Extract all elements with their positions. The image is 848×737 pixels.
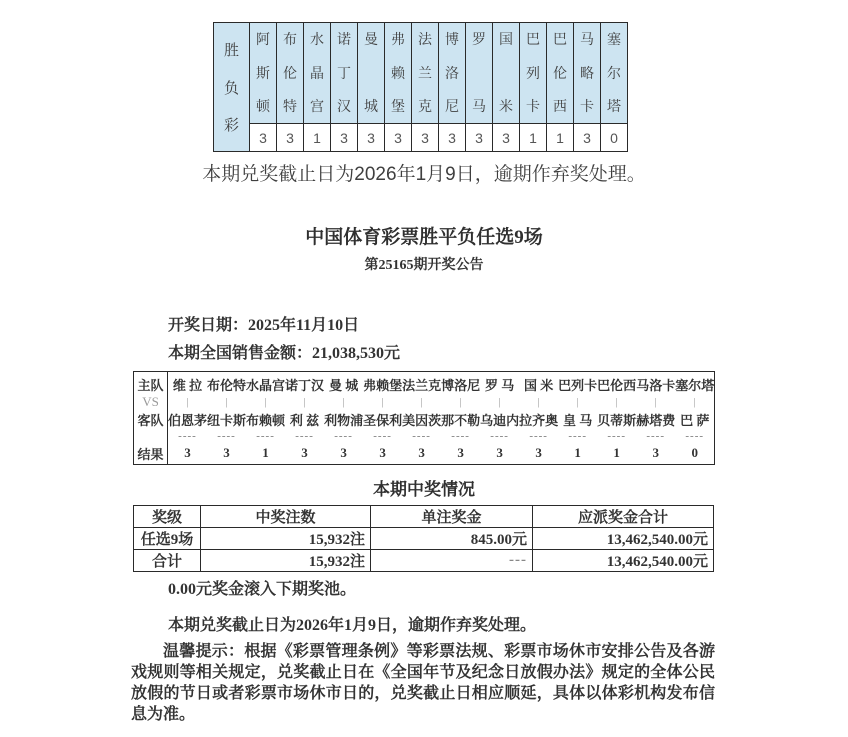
team-header-row	[214, 23, 628, 124]
home-team-cell: 曼 城	[328, 377, 359, 393]
prize-table	[133, 505, 714, 572]
match-result-cell: 3	[496, 445, 503, 461]
team-column-header	[601, 23, 628, 124]
match-result-cell: 3	[418, 445, 425, 461]
dash-separator: ----	[490, 430, 509, 442]
match-result-cell: 1	[574, 445, 581, 461]
vs-separator: |	[693, 395, 696, 408]
result-value-cell: 0	[601, 124, 628, 152]
dash-separator: ----	[685, 430, 705, 442]
match-result-cell: 3	[184, 445, 191, 461]
result-row-label: 结果	[134, 443, 168, 465]
team-name-vertical: 水 晶 宫	[310, 31, 324, 114]
vs-separator: |	[342, 395, 345, 408]
dash-separator: ----	[451, 430, 470, 442]
team-column-header	[250, 23, 277, 124]
result-value-cell: 1	[304, 124, 331, 152]
away-team-cell: 利物浦	[324, 413, 364, 428]
dash-separator: ----	[568, 430, 587, 442]
team-column-header	[412, 23, 439, 124]
vs-separator: |	[537, 395, 540, 408]
home-team-cell: 水晶宫	[246, 377, 286, 393]
match-result-cell: 1	[613, 445, 620, 461]
result-value-cell: 1	[520, 124, 547, 152]
national-sales-line: 本期全国销售金额：21,038,530元	[168, 345, 401, 362]
home-team-cell: 巴伦西	[597, 377, 637, 393]
match-results-table	[133, 371, 715, 465]
dash-separator: ----	[295, 430, 314, 442]
match-result-cell: 1	[262, 445, 269, 461]
vs-separator: |	[498, 395, 501, 408]
team-name-vertical: 罗 马	[472, 31, 486, 114]
shengfucai-corner-cell	[214, 23, 250, 152]
dash-separator: ----	[373, 430, 392, 442]
vs-separator: |	[420, 395, 423, 408]
redeem-deadline-notice-top: 本期兑奖截止日为2026年1月9日，逾期作弃奖处理。	[202, 164, 646, 185]
result-value-cell: 3	[466, 124, 493, 152]
match-result-cell: 3	[652, 445, 659, 461]
away-team-cell: 贝蒂斯	[597, 413, 637, 428]
team-name-vertical: 布 伦 特	[283, 31, 297, 114]
prize-count-cell: 15,932注	[201, 528, 371, 550]
home-team-cell: 博洛尼	[441, 377, 481, 393]
match-result-cell: 0	[691, 445, 698, 461]
home-team-cell: 巴列卡	[558, 377, 598, 393]
column-header-total: 应派奖金合计	[533, 506, 714, 528]
team-name-vertical: 曼 城	[364, 31, 378, 114]
away-team-cell: 布赖顿	[246, 413, 286, 428]
vs-separator: |	[576, 395, 579, 408]
home-team-row	[134, 372, 715, 394]
away-team-cell: 乌迪内	[480, 413, 520, 428]
prize-section-heading: 本期中奖情况	[373, 480, 475, 499]
dash-separator: ----	[529, 430, 548, 442]
prize-single-cell: 845.00元	[371, 528, 533, 550]
away-team-cell: 圣保利	[363, 413, 403, 428]
vs-separator: |	[615, 395, 618, 408]
home-team-cell: 塞尔塔	[675, 377, 715, 393]
dash-separator: ----	[412, 430, 431, 442]
result-value-cell: 3	[358, 124, 385, 152]
dash-row-label	[134, 430, 168, 443]
team-column-header	[358, 23, 385, 124]
shengfucai-label: 胜 负 彩	[223, 42, 239, 134]
result-value-cell: 3	[385, 124, 412, 152]
result-value-cell: 3	[250, 124, 277, 152]
result-row	[134, 443, 715, 465]
prize-level-cell: 任选9场	[134, 528, 201, 550]
team-name-vertical: 博 洛 尼	[445, 31, 459, 114]
match-result-cell: 3	[535, 445, 542, 461]
column-header-count: 中奖注数	[201, 506, 371, 528]
team-column-header	[385, 23, 412, 124]
home-team-cell: 维 拉	[172, 377, 203, 393]
prize-total-cell: 13,462,540.00元	[533, 550, 714, 572]
column-header-single: 单注奖金	[371, 506, 533, 528]
team-name-vertical: 法 兰 克	[418, 31, 432, 114]
team-column-header	[439, 23, 466, 124]
away-team-cell: 纽卡斯	[207, 413, 247, 428]
away-team-cell: 美因茨	[402, 413, 442, 428]
team-column-header	[466, 23, 493, 124]
away-team-row	[134, 410, 715, 430]
match-result-cell: 3	[223, 445, 230, 461]
away-team-cell: 伯恩茅	[168, 413, 208, 428]
vs-separator: |	[264, 395, 267, 408]
away-row-label: 客队	[134, 410, 168, 430]
match-result-cell: 3	[301, 445, 308, 461]
team-column-header	[304, 23, 331, 124]
team-column-header	[277, 23, 304, 124]
result-value-cell: 3	[277, 124, 304, 152]
team-column-header	[331, 23, 358, 124]
match-result-cell: 3	[457, 445, 464, 461]
dash-separator: ----	[217, 430, 236, 442]
home-team-cell: 诺丁汉	[285, 377, 325, 393]
result-value-cell: 3	[439, 124, 466, 152]
announcement-title: 中国体育彩票胜平负任选9场	[305, 227, 543, 248]
result-value-cell: 3	[493, 124, 520, 152]
shengfucai-results-table	[213, 22, 628, 152]
team-column-header	[574, 23, 601, 124]
team-column-header	[493, 23, 520, 124]
announcement-issue-subtitle: 第25165期开奖公告	[364, 258, 484, 273]
result-value-row	[214, 124, 628, 152]
redeem-deadline-notice-bottom: 本期兑奖截止日为2026年1月9日，逾期作弃奖处理。	[168, 617, 537, 634]
result-value-cell: 1	[547, 124, 574, 152]
match-result-cell: 3	[379, 445, 386, 461]
column-header-level: 奖级	[134, 506, 201, 528]
dash-separator: ----	[607, 430, 626, 442]
away-team-cell: 拉齐奥	[519, 413, 559, 428]
vs-separator: |	[186, 395, 189, 408]
home-team-cell: 布伦特	[207, 377, 247, 393]
result-value-cell: 3	[331, 124, 358, 152]
home-team-cell: 罗 马	[485, 377, 515, 393]
team-name-vertical: 诺 丁 汉	[337, 31, 351, 114]
result-value-cell: 3	[574, 124, 601, 152]
team-name-vertical: 马 略 卡	[580, 31, 594, 114]
team-name-vertical: 国 米	[499, 31, 513, 114]
team-column-header	[520, 23, 547, 124]
rollover-line: 0.00元奖金滚入下期奖池。	[168, 581, 357, 598]
team-name-vertical: 巴 伦 西	[553, 31, 567, 114]
vs-row	[134, 394, 715, 410]
prize-table-header-row	[134, 506, 714, 528]
team-name-vertical: 塞 尔 塔	[607, 31, 621, 114]
away-team-cell: 巴 萨	[680, 413, 710, 428]
prize-single-cell: ---	[371, 550, 533, 572]
vs-row-label: VS	[134, 394, 168, 410]
away-team-cell: 皇 马	[563, 413, 593, 428]
dash-separator: ----	[256, 430, 275, 442]
result-value-cell: 3	[412, 124, 439, 152]
away-team-cell: 利 兹	[289, 413, 320, 428]
vs-separator: |	[381, 395, 384, 408]
team-column-header	[547, 23, 574, 124]
dash-separator: ----	[646, 430, 666, 442]
dash-separator: ----	[178, 430, 197, 442]
team-name-vertical: 阿 斯 顿	[256, 31, 270, 114]
home-team-cell: 法兰克	[402, 377, 442, 393]
vs-separator: |	[459, 395, 462, 408]
dash-separator: ----	[334, 430, 353, 442]
vs-separator: |	[654, 395, 657, 408]
home-team-cell: 国 米	[524, 377, 554, 393]
home-row-label: 主队	[134, 372, 168, 394]
prize-total-cell: 13,462,540.00元	[533, 528, 714, 550]
away-team-cell: 那不勒	[441, 413, 481, 428]
friendly-reminder-paragraph: 温馨提示：根据《彩票管理条例》等彩票法规、彩票市场休市安排公告及各游戏规则等相关规定，兑奖截止日在《全国年节及纪念日放假办法》规定的全体公民放假的节日或者彩票市场休市日的，兑奖截止日相应顺延，具体以体彩机构发布信息为准。	[131, 643, 715, 723]
vs-separator: |	[225, 395, 228, 408]
team-name-vertical: 弗 赖 堡	[391, 31, 405, 114]
prize-level-cell: 合计	[134, 550, 201, 572]
draw-date-line: 开奖日期：2025年11月10日	[168, 317, 360, 334]
team-name-vertical: 巴 列 卡	[526, 31, 540, 114]
prize-row-ren9	[134, 528, 714, 550]
vs-separator: |	[303, 395, 306, 408]
prize-row-total	[134, 550, 714, 572]
prize-count-cell: 15,932注	[201, 550, 371, 572]
match-result-cell: 3	[340, 445, 347, 461]
away-team-cell: 赫塔费	[636, 413, 676, 428]
home-team-cell: 弗赖堡	[363, 377, 403, 393]
home-team-cell: 马洛卡	[636, 377, 676, 393]
dash-separator-row	[134, 430, 715, 443]
